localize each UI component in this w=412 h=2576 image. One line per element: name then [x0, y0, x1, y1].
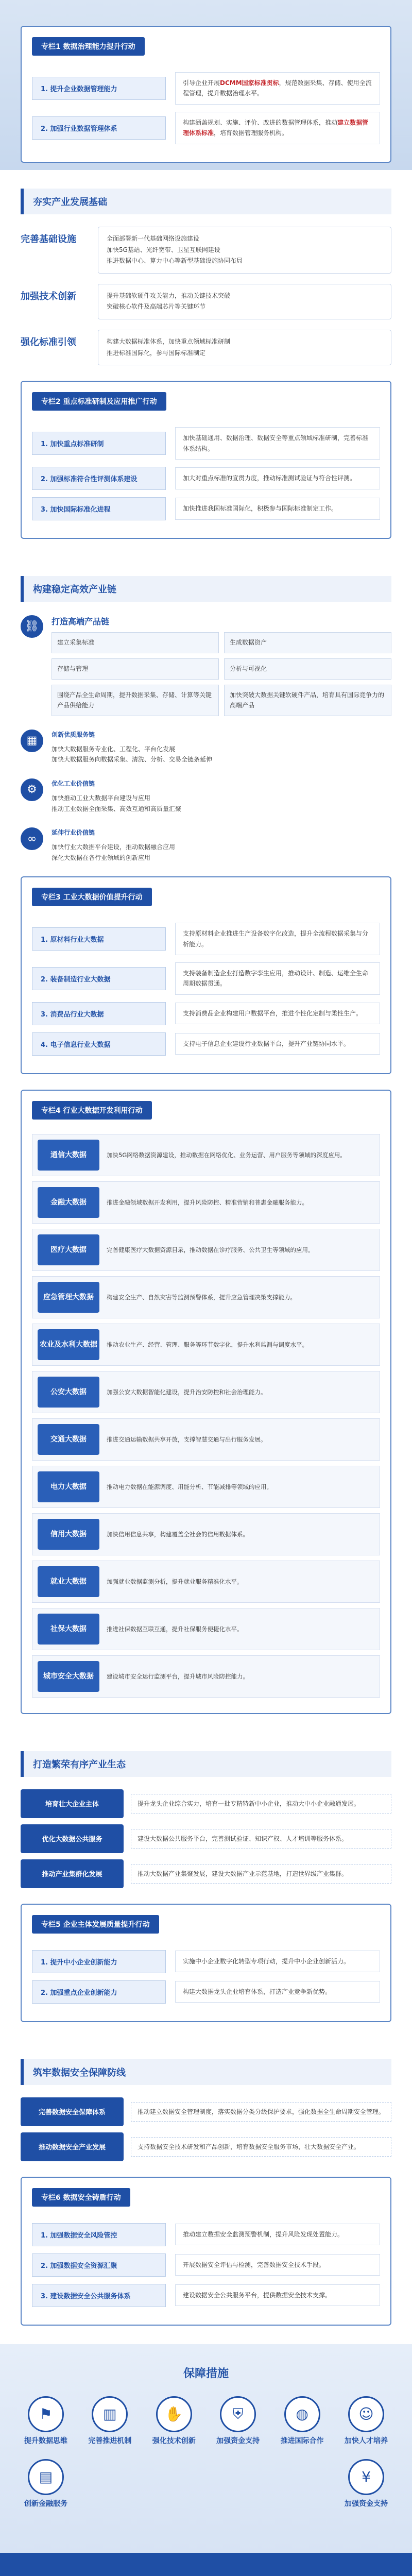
data-governance-panel: [21, 26, 391, 163]
industry-chain-section: [0, 557, 412, 1733]
industry-data-panel: [21, 1090, 391, 1714]
measures-title: 保障措施: [183, 2367, 229, 2380]
action-body: 构建涵盖规划、实施、评价、改进的数据管理体系，推动建立数据管理体系标准，培育数据管理服务机构。: [175, 112, 380, 144]
measure-label: 加强资金支持: [345, 2499, 388, 2508]
block-label: 加强技术创新: [21, 291, 76, 302]
server-icon: ▦: [21, 730, 43, 752]
ecosystem-row: [21, 1824, 391, 1853]
item-line: 加快推动工业大数据平台建设与应用: [52, 794, 151, 802]
measure-item: [15, 2459, 76, 2509]
panel-title: 专栏3 工业大数据价值提升行动: [32, 888, 152, 906]
chain-item: [21, 778, 391, 814]
section-heading: 打造繁荣有序产业生态: [21, 1751, 391, 1777]
chart-icon: ▤: [28, 2459, 64, 2495]
item-title: 创新优质服务链: [52, 731, 95, 738]
industry-tag: 农业及水利大数据: [38, 1329, 99, 1360]
industry-text: 加强公安大数据智能化建设，提升治安防控和社会治理能力。: [107, 1388, 267, 1396]
block-body: 提升基础软硬件攻关能力，推动关键技术突破 突破核心软件及高端芯片等关键环节: [98, 284, 391, 319]
industry-text: 完善健康医疗大数据资源目录，推动数据在诊疗服务、公共卫生等领域的应用。: [107, 1246, 314, 1253]
industry-text: 加快信用信息共享，构建覆盖全社会的信用数据体系。: [107, 1530, 249, 1538]
industry-tag: 通信大数据: [38, 1140, 99, 1171]
item-title: 打造高端产品链: [52, 616, 110, 626]
industry-tag: 就业大数据: [38, 1566, 99, 1597]
panel-title: 专栏6 数据安全铸盾行动: [32, 2188, 130, 2207]
item-title: 优化工业价值链: [52, 779, 95, 787]
measure-label: 加快人才培养: [344, 2436, 388, 2445]
measure-label: 创新金融服务: [24, 2499, 67, 2508]
row-text: 推动建立数据安全管理制度，落实数据分类分级保护要求，强化数据全生命周期安全管理。: [131, 2102, 391, 2122]
row-tag: 培育壮大企业主体: [21, 1789, 124, 1818]
item-line: 加快行业大数据平台建设，推动数据融合应用: [52, 843, 176, 851]
industry-row: [32, 1418, 380, 1461]
action-row: [32, 72, 380, 105]
industry-text: 推进金融领域数据开发利用，提升风险防控、精准营销和普惠金融服务能力。: [107, 1198, 308, 1206]
industry-text: 加强就业数据监测分析，提升就业服务精准化水平。: [107, 1578, 243, 1585]
industrial-data-panel: [21, 876, 391, 1074]
measure-item: [79, 2396, 140, 2446]
industry-tag: 城市安全大数据: [38, 1661, 99, 1692]
panel-title: 专栏4 行业大数据开发利用行动: [32, 1101, 152, 1120]
panel-title: 专栏2 重点标准研制及应用推广行动: [32, 392, 166, 411]
stage-cell: 存储与管理: [52, 658, 219, 680]
industry-row: [32, 1561, 380, 1603]
industry-text: 加快5G网络数据资源建设，推动数据在网络优化、业务运营、用户服务等领域的深度应用。: [107, 1151, 346, 1159]
action-label: 3. 消费品行业大数据: [32, 1002, 166, 1025]
measure-item: [336, 2396, 397, 2446]
industry-row: [32, 1324, 380, 1366]
industry-text: 建设城市安全运行监测平台，提升城市风险防控能力。: [107, 1672, 249, 1680]
industry-tag: 社保大数据: [38, 1614, 99, 1645]
action-label: 1. 加强数据安全风险管控: [32, 2223, 166, 2246]
measures-section: [0, 2344, 412, 2553]
industry-row: [32, 1466, 380, 1508]
action-label: 4. 电子信息行业大数据: [32, 1032, 166, 1056]
industry-text: 推动农业生产、经营、管理、服务等环节数字化，提升水利监测与调度水平。: [107, 1341, 308, 1348]
industry-row: [32, 1513, 380, 1555]
action-body: 支持装备制造企业打造数字孪生应用，推动设计、制造、运维全生命周期数据贯通。: [175, 962, 380, 995]
industry-text: 构建安全生产、自然灾害等监测预警体系，提升应急管理决策支撑能力。: [107, 1293, 296, 1301]
row-text: 提升龙头企业综合实力，培育一批专精特新中小企业，推动大中小企业融通发展。: [131, 1794, 391, 1814]
action-body: 支持原材料企业推进生产设备数字化改造，提升全流程数据采集与分析能力。: [175, 923, 380, 955]
industry-row: [32, 1608, 380, 1650]
desc-cell: 围绕产品全生命周期，提升数据采集、存储、计算等关键产品供给能力: [52, 685, 219, 716]
chain-item: [21, 615, 391, 716]
action-body: 加快推进我国标准国际化，积极参与国际标准制定工作。: [175, 498, 380, 519]
measure-label: 完善推进机制: [88, 2436, 132, 2445]
industry-row: [32, 1134, 380, 1176]
footer-bar: [0, 2553, 412, 2576]
action-label: 1. 加快重点标准研制: [32, 432, 166, 455]
industry-tag: 电力大数据: [38, 1471, 99, 1502]
security-section: [0, 2041, 412, 2344]
measure-item: [208, 2396, 268, 2446]
row-tag: 推动数据安全产业发展: [21, 2132, 124, 2161]
people-icon: ☺: [348, 2396, 384, 2432]
section-heading: 夯实产业发展基础: [21, 189, 391, 214]
section-heading: 构建稳定高效产业链: [21, 576, 391, 602]
network-icon: ⛓: [21, 615, 43, 638]
block-label: 强化标准引领: [21, 336, 76, 348]
coin-icon: ¥: [348, 2459, 384, 2495]
ecosystem-section: [0, 1733, 412, 2041]
industry-row: [32, 1229, 380, 1271]
industry-tag: 交通大数据: [38, 1424, 99, 1455]
industry-text: 推进交通运输数据共享开放，支撑智慧交通与出行服务发展。: [107, 1435, 267, 1443]
shield-icon: ⛨: [220, 2396, 256, 2432]
action-body: 构建大数据龙头企业培育体系，打造产业竞争新优势。: [175, 1981, 380, 2003]
block-body: 构建大数据标准体系，加快重点领域标准研制 推进标准国际化，参与国际标准制定: [98, 330, 391, 365]
item-line: 推动工业数据全面采集、高效互通和高质量汇聚: [52, 805, 182, 812]
action-body: 支持消费品企业构建用户数据平台，推进个性化定制与柔性生产。: [175, 1003, 380, 1024]
hero-section: [0, 0, 412, 170]
action-label: 3. 建设数据安全公共服务体系: [32, 2284, 166, 2307]
flag-icon: ⚑: [28, 2396, 64, 2432]
measure-item: [144, 2396, 204, 2446]
foundation-section: [0, 170, 412, 557]
item-title: 延伸行业价值链: [52, 829, 95, 837]
foundation-block: [21, 227, 391, 274]
industry-row: [32, 1181, 380, 1224]
action-label: 2. 加强数据安全资源汇聚: [32, 2253, 166, 2277]
action-label: 2. 加强行业数据管理体系: [32, 116, 166, 140]
ecosystem-row: [21, 1859, 391, 1888]
action-body: 开展数据安全评估与检测，完善数据安全技术手段。: [175, 2254, 380, 2276]
measure-label: 提升数据思维: [24, 2436, 67, 2445]
item-line: 加快大数据服务向数据采集、清洗、分析、交易全链条延伸: [52, 756, 213, 764]
block-body: 全面部署新一代基础网络设施建设 加快5G基站、光纤宽带、卫星互联网建设 推进数据中心、算力中心等新型基础设施协同布局: [98, 227, 391, 274]
measure-item: [336, 2459, 397, 2509]
industry-tag: 应急管理大数据: [38, 1282, 99, 1313]
industry-tag: 信用大数据: [38, 1519, 99, 1550]
action-label: 2. 加强重点企业创新能力: [32, 1980, 166, 2004]
industry-text: 推动电力数据在能源调度、用能分析、节能减排等领域的应用。: [107, 1483, 272, 1490]
measure-item: [15, 2396, 76, 2446]
building-icon: ▥: [92, 2396, 128, 2432]
industry-tag: 金融大数据: [38, 1187, 99, 1218]
action-row: [32, 112, 380, 144]
industry-tag: 公安大数据: [38, 1377, 99, 1408]
standards-panel: [21, 381, 391, 539]
measure-label: 加强资金支持: [216, 2436, 260, 2445]
foundation-block: [21, 284, 391, 319]
ecosystem-row: [21, 1789, 391, 1818]
action-label: 2. 加强标准符合性评测体系建设: [32, 467, 166, 490]
row-text: 支持数据安全技术研发和产品创新，培育数据安全服务市场，壮大数据安全产业。: [131, 2137, 391, 2157]
panel-title: 专栏1 数据治理能力提升行动: [32, 37, 145, 56]
action-body: 加快基础通用、数据治理、数据安全等重点领域标准研制，完善标准体系结构。: [175, 427, 380, 460]
handshake-icon: ✋: [156, 2396, 192, 2432]
action-body: 支持电子信息企业建设行业数据平台，提升产业链协同水平。: [175, 1033, 380, 1055]
action-label: 3. 加快国际标准化进程: [32, 497, 166, 520]
item-line: 加快大数据服务专业化、工程化、平台化发展: [52, 745, 176, 753]
security-shield-panel: [21, 2177, 391, 2326]
industry-text: 推进社保数据互联互通，提升社保服务便捷化水平。: [107, 1625, 243, 1633]
enterprise-panel: [21, 1904, 391, 2022]
link-icon: ∞: [21, 827, 43, 850]
industry-row: [32, 1655, 380, 1698]
stage-cell: 分析与可视化: [224, 658, 391, 680]
action-label: 2. 装备制造行业大数据: [32, 967, 166, 990]
section-heading: 筑牢数据安全保障防线: [21, 2059, 391, 2085]
action-body: 建设数据安全公共服务平台，提供数据安全技术支撑。: [175, 2284, 380, 2306]
action-body: 推动建立数据安全监测预警机制，提升风险发现处置能力。: [175, 2224, 380, 2245]
row-text: 推动大数据产业集聚发展，建设大数据产业示范基地，打造世界级产业集群。: [131, 1864, 391, 1884]
gear-icon: ⚙: [21, 778, 43, 801]
action-label: 1. 原材料行业大数据: [32, 927, 166, 951]
chain-item: [21, 730, 391, 765]
industry-row: [32, 1371, 380, 1413]
action-label: 1. 提升企业数据管理能力: [32, 77, 166, 100]
desc-cell: 加快突破大数据关键软硬件产品，培育具有国际竞争力的高端产品: [224, 685, 391, 716]
panel-title: 专栏5 企业主体发展质量提升行动: [32, 1915, 159, 1934]
globe-icon: ◍: [284, 2396, 320, 2432]
foundation-block: [21, 330, 391, 365]
security-row: [21, 2097, 391, 2126]
measure-label: 强化技术创新: [152, 2436, 196, 2445]
row-tag: 优化大数据公共服务: [21, 1824, 124, 1853]
chain-item: [21, 827, 391, 863]
security-row: [21, 2132, 391, 2161]
row-tag: 推动产业集群化发展: [21, 1859, 124, 1888]
stage-cell: 建立采集标准: [52, 632, 219, 653]
action-body: 实施中小企业数字化转型专项行动，提升中小企业创新活力。: [175, 1951, 380, 1972]
industry-tag: 医疗大数据: [38, 1234, 99, 1265]
block-label: 完善基础设施: [21, 234, 76, 245]
measure-label: 推进国际合作: [280, 2436, 324, 2445]
measure-item: [272, 2396, 333, 2446]
row-text: 建设大数据公共服务平台，完善测试验证、知识产权、人才培训等服务体系。: [131, 1829, 391, 1849]
action-label: 1. 提升中小企业创新能力: [32, 1950, 166, 1973]
stage-cell: 生成数据资产: [224, 632, 391, 653]
action-body: 引导企业开展DCMM国家标准贯标，规范数据采集、存储、使用全流程管理，提升数据治理水平。: [175, 72, 380, 105]
action-body: 加大对重点标准的宣贯力度，推动标准测试验证与符合性评测。: [175, 467, 380, 489]
industry-row: [32, 1276, 380, 1318]
item-line: 深化大数据在各行业领域的创新应用: [52, 854, 151, 861]
row-tag: 完善数据安全保障体系: [21, 2097, 124, 2126]
